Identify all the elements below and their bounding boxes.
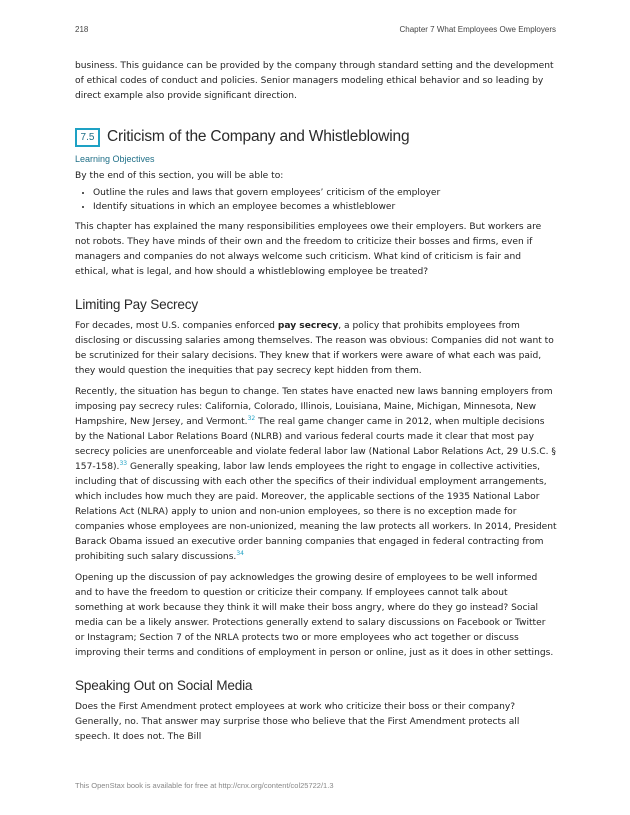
subsection-title-social-media: Speaking Out on Social Media	[75, 678, 253, 693]
page-number: 218	[75, 25, 89, 34]
learning-objectives-intro: By the end of this section, you will be able to:	[75, 171, 284, 181]
key-term: pay secrecy	[277, 321, 339, 331]
learning-objectives-label: Learning Objectives	[75, 154, 155, 164]
social-media-paragraph-1: Does the First Amendment protect employees at work who criticize their boss or their company? Generally, no. That answer may surprise those who believe that the First Amendment protects all speech. It does not. The Bill	[75, 702, 520, 742]
learning-objectives-list	[75, 186, 557, 214]
page-footer: This OpenStax book is available for free at http://cnx.org/content/col25722/1.3	[75, 781, 334, 790]
subsection-title-pay-secrecy: Limiting Pay Secrecy	[75, 297, 198, 312]
page-content	[75, 59, 557, 751]
objective-item: • Identify situations in which an employee becomes a whistleblower	[93, 200, 557, 214]
footnote-ref-34[interactable]: 34	[236, 549, 244, 557]
intro-paragraph: business. This guidance can be provided by the company through standard setting and the development of ethical codes of conduct and policies. Senior managers modeling ethical behavior and so leading by direct example also provide significant direction.	[75, 61, 554, 101]
section-heading	[75, 124, 557, 150]
pay-secrecy-paragraph-3: Opening up the discussion of pay acknowledges the growing desire of employees to be well informed and to have the freedom to question or criticize their company. If employees cannot talk about something at work because they think it will make their boss angry, where do they go instead? Social media can be a likely answer. Protections generally extend to salary discussions on Facebook or Twitter or Instagram; Section 7 of the NRLA protects two or more employees who act together or discuss improving their terms and conditions of employment in person or online, just as it does in other settings.	[75, 573, 554, 658]
footnote-ref-33[interactable]: 33	[119, 459, 128, 467]
footnote-ref-32[interactable]: 32	[247, 414, 256, 422]
section-overview-paragraph: This chapter has explained the many responsibilities employees owe their employers. But workers are not robots. They have minds of their own and the freedom to criticize their bosses and firms, even if managers and companies do not always welcome such criticism. What kind of criticism is fair and ethical, what is legal, and how should a whistleblowing employee be treated?	[75, 222, 542, 277]
running-header: Chapter 7 What Employees Owe Employers	[399, 25, 556, 34]
pay-secrecy-paragraph-1: For decades, most U.S. companies enforced pay secrecy, a policy that prohibits employees from disclosing or discussing salaries among themselves. The reason was obvious: Companies did not want to be scrutinized for their salary decisions. They knew that if workers were aware of what each was paid, they would question the inequities that pay secrecy kept hidden from them.	[75, 321, 554, 376]
pay-secrecy-paragraph-2: Recently, the situation has begun to change. Ten states have enacted new laws banning employers from imposing pay secrecy rules: California, Colorado, Illinois, Louisiana, Maine, Michigan, Minnesota, New Hampshire, New Jersey, and Vermont.$^{32}$ The real game changer came in 2012, when multiple decisions by the National Labor Relations Board (NLRB) and various federal courts made it clear that most pay secrecy policies are unenforceable and violate federal labor law (National Labor Relations Act, 29 U.S.C. § 157-158).$^{33}$ Generally speaking, labor law lends employees the right to engage in collective activities, including that of discussing with each other the specifics of their individual employment arrangements, which includes how much they are paid. Moreover, the applicable sections of the 1935 National Labor Relations Act (NLRA) apply to union and non-union employees, so there is no exception made for companies whose employees are non-unionized, meaning the law protects all workers. In 2014, President Barack Obama issued an executive order banning companies that engaged in federal contracting from prohibiting such salary discussions.$^{34}$	[75, 387, 557, 562]
objective-item: • Outline the rules and laws that govern employees’ criticism of the employer	[93, 186, 557, 200]
section-title: Criticism of the Company and Whistleblowing	[107, 128, 410, 145]
section-number-badge: 7.5	[75, 128, 100, 147]
